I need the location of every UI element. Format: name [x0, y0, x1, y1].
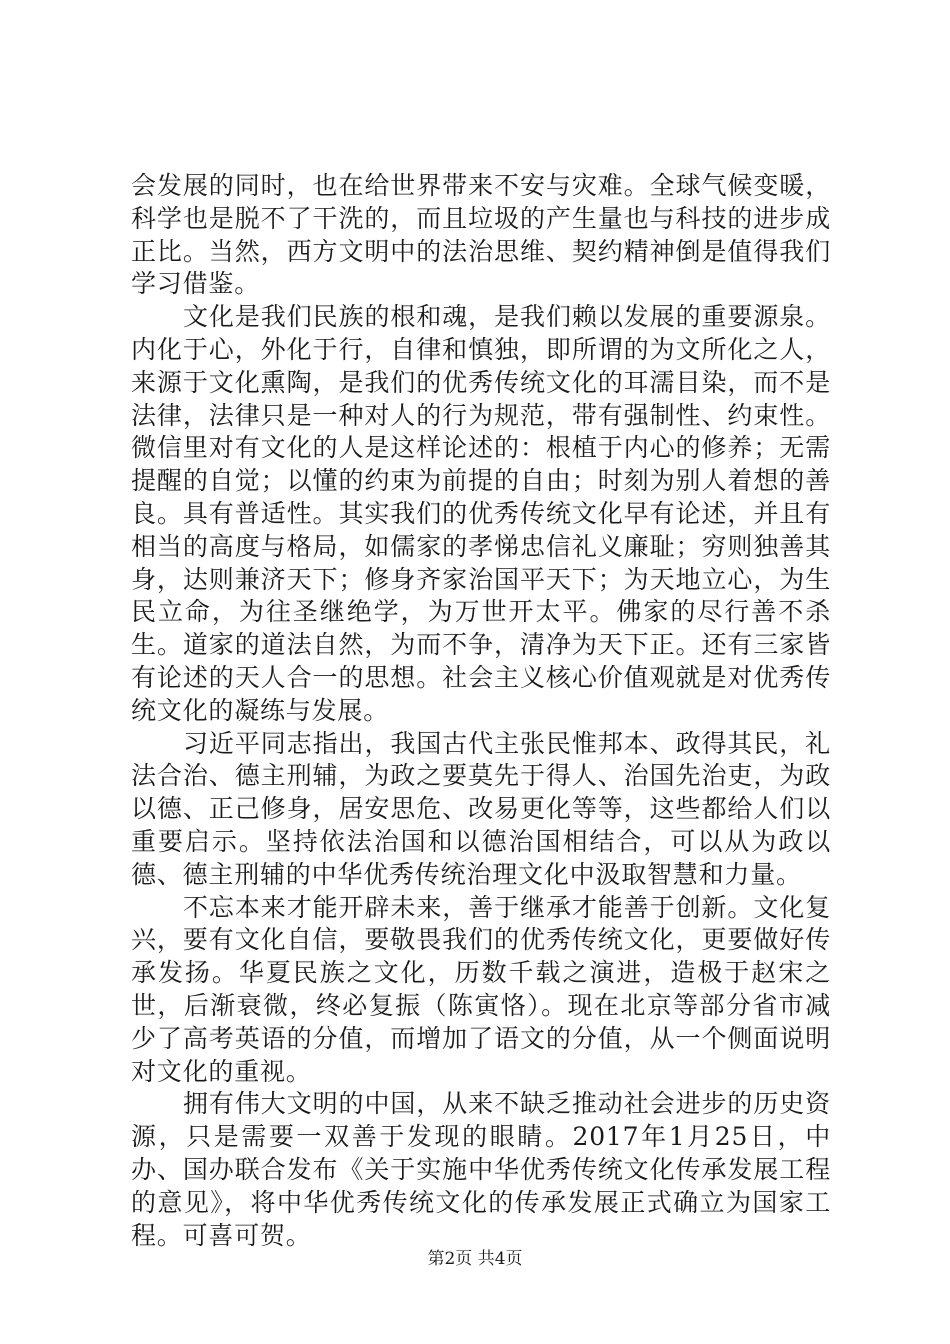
paragraph-4: 不忘本来才能开辟未来，善于继承才能善于创新。文化复兴，要有文化自信，要敬畏我们的优秀传统文化，更要做好传承发扬。华夏民族之文化，历数千载之演进，造极于赵宋之世，后渐衰微，终必复振（陈寅恪）。现在北京等部分省市减少了高考英语的分值，而增加了语文的分值，从一个侧面说明对文化的重视。: [131, 892, 831, 1086]
page-footer: 第2页 共4页: [427, 1249, 523, 1269]
paragraph-1: 会发展的同时，也在给世界带来不安与灾难。全球气候变暖，科学也是脱不了干洗的，而且垃圾的产生量也与科技的进步成正比。当然，西方文明中的法治思维、契约精神倒是值得我们学习借鉴。: [131, 171, 831, 299]
paragraph-5: 拥有伟大文明的中国，从来不缺乏推动社会进步的历史资源，只是需要一双善于发现的眼睛。2017年1月25日，中办、国办联合发布《关于实施中华优秀传统文化传承发展工程的意见》，将中华优秀传统文化的传承发展正式确立为国家工程。可喜可贺。: [131, 1089, 831, 1250]
paragraph-2: 文化是我们民族的根和魂，是我们赖以发展的重要源泉。内化于心，外化于行，自律和慎独，即所谓的为文所化之人，来源于文化熏陶，是我们的优秀传统文化的耳濡目染，而不是法律，法律只是一种对人的行为规范，带有强制性、约束性。微信里对有文化的人是这样论述的：根植于内心的修养；无需提醒的自觉；以懂的约束为前提的自由；时刻为别人着想的善良。具有普适性。其实我们的优秀传统文化早有论述，并且有相当的高度与格局，如儒家的孝悌忠信礼义廉耻；穷则独善其身，达则兼济天下；修身齐家治国平天下；为天地立心，为生民立命，为往圣继绝学，为万世开太平。佛家的尽行善不杀生。道家的道法自然，为而不争，清净为天下正。还有三家皆有论述的天人合一的思想。社会主义核心价值观就是对优秀传统文化的凝练与发展。: [131, 302, 831, 725]
body-text: [131, 170, 831, 1252]
paragraph-3: 习近平同志指出，我国古代主张民惟邦本、政得其民，礼法合治、德主刑辅，为政之要莫先于得人、治国先治吏，为政以德、正己修身，居安思危、改易更化等等，这些都给人们以重要启示。坚持依法治国和以德治国相结合，可以从为政以德、德主刑辅的中华优秀传统治理文化中汲取智慧和力量。: [131, 728, 831, 889]
